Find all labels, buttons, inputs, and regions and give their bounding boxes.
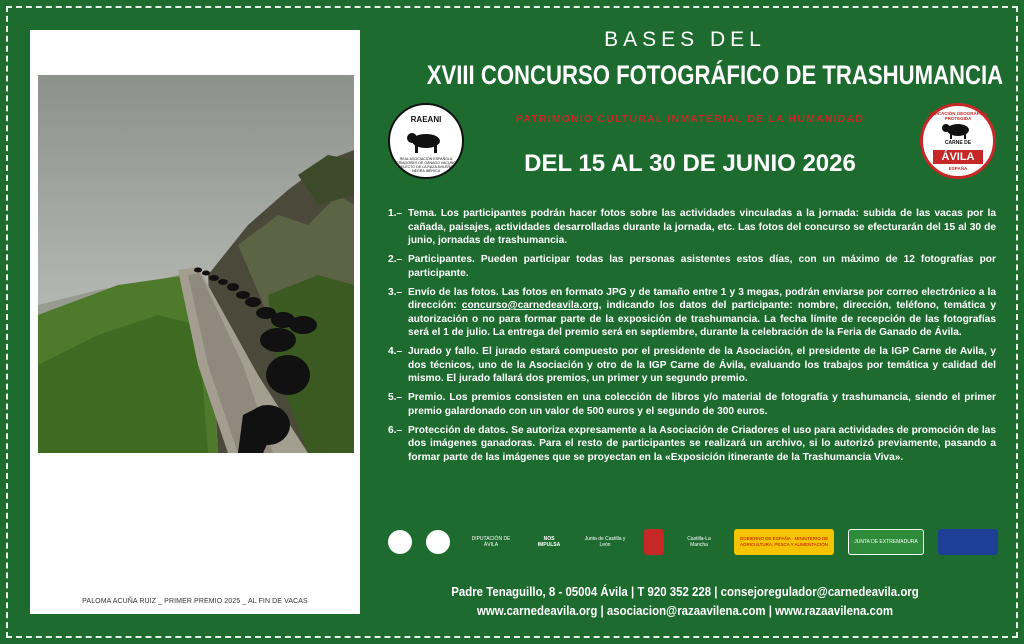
jcyl-logo: Junta de Castilla y León: [584, 536, 626, 548]
rule-item: [388, 253, 996, 280]
madrid-logo: [644, 529, 664, 555]
contest-photo: [38, 75, 354, 453]
contact-line-2: www.carnedeavila.org | asociacion@razaavilena.com | www.razaavilena.com: [476, 603, 894, 618]
contact-line-1: Padre Tenaguillo, 8 - 05004 Ávila | T 920 352 228 | consejoregulador@carnedeavila.org: [451, 584, 919, 599]
rule-item: [388, 207, 996, 248]
rule-item: [388, 286, 996, 340]
igp-avila-label: ÁVILA: [933, 150, 983, 164]
rule-text: Jurado y fallo. El jurado estará compuesto por el presidente de la Asociación, el presidente de la IGP Carne de Avila, y dos técnicos, uno de la Asociación y otro de la IGP Carne de Ávila, evaluando los trabajos por temática y calidad del mismo. El jurado fallará dos premios, un primer y un segundo premio.: [408, 346, 996, 384]
rule-number: 4.–: [388, 346, 403, 357]
rule-number: 6.–: [388, 424, 403, 436]
rule-number: 3.–: [388, 286, 403, 298]
rule-item: [388, 345, 996, 386]
diputacion-logo: DIPUTACIÓN DE ÁVILA: [471, 536, 511, 548]
page-title: XVIII CONCURSO FOTOGRÁFICO DE TRASHUMANCIA: [426, 60, 1004, 90]
rule-text: [408, 286, 996, 340]
photo-caption: PALOMA ACUÑA RUIZ _ PRIMER PREMIO 2025 _ AL FIN DE VACAS: [82, 598, 308, 605]
rule-text: Premio. Los premios consisten en una colección de libros y/o material de fotografía y trashumancia, siendo el primer premio galardonado con un valor de 500 euros y el segundo de 300 euros.: [408, 392, 996, 417]
bases-heading: BASES DEL: [604, 28, 766, 51]
rule-item: [388, 391, 996, 418]
clm-logo: Castilla-La Mancha: [687, 536, 711, 548]
contest-dates: DEL 15 AL 30 DE JUNIO 2026: [524, 150, 856, 177]
seal-icon: [388, 530, 412, 554]
raeani-name: RAEANI: [410, 115, 442, 124]
igp-label: INDICACIÓN GEOGRÁFICA PROTEGIDA: [928, 111, 988, 121]
subtitle: PATRIMONIO CULTURAL INMATERIAL DE LA HUMANIDAD: [515, 113, 865, 125]
rule-number: 5.–: [388, 392, 403, 403]
raeani-logo: [388, 103, 464, 179]
rule-item: [388, 424, 996, 465]
extremadura-logo: JUNTA DE EXTREMADURA: [848, 529, 924, 555]
bull-icon: [426, 530, 450, 554]
igp-country-label: ESPAÑA: [948, 166, 968, 171]
raeani-caption: REAL ASOCIACIÓN ESPAÑOLA CRIADORES DE GANADO VACUNO SELECTO DE LA RAZA AVILEÑA-NEGRA IBÉRICA: [395, 157, 457, 173]
rule-number: 2.–: [388, 254, 403, 265]
sponsor-logos-row: [388, 525, 998, 559]
igp-carne-label: CARNE DE: [944, 140, 972, 146]
cattle-path-image: [38, 75, 354, 453]
rule-text: Participantes. Pueden participar todas las personas asistentes estos días, con un máximo de 12 fotografías por participante.: [408, 254, 996, 279]
contest-email-link[interactable]: concurso@carnedeavila.org: [461, 300, 599, 311]
rule-text-b: , indicando los datos del participante: nombre, dirección, teléfono, temática y autorización o no para formar parte de la exposición de trashumancia. La fecha límite de recepción de las fotografías será el 1 de julio. La entrega del premio será en septiembre, durante la celebración de la Feria de Ganado de Ávila.: [408, 300, 997, 338]
igp-carne-avila-logo: [920, 103, 996, 179]
eu-logo: [938, 529, 998, 555]
rule-text-a: Envío de las fotos. Las fotos en formato JPG y de tamaño entre 1 y 3 megas, podrán enviarse por correo electrónico a la dirección:: [408, 286, 996, 311]
gobierno-logo: GOBIERNO DE ESPAÑA · MINISTERIO DE AGRICULTURA, PESCA Y ALIMENTACIÓN: [734, 529, 834, 555]
nos-impulsa-logo: NOS IMPULSA: [537, 536, 561, 548]
rules-list: [388, 207, 996, 470]
photo-card: [30, 30, 360, 614]
rule-text: Protección de datos. Se autoriza expresamente a la Asociación de Criadores el uso para actividades de promoción de las dos imágenes ganadoras. Para el resto de participantes se realizará un archivo, si lo autorizó previamente, pasando a formar parte de las imágenes que se proyectan en la «Exposición itinerante de la Trashumancia Viva».: [408, 424, 996, 463]
rule-number: 1.–: [388, 208, 403, 219]
rule-text: Tema. Los participantes podrán hacer fotos sobre las actividades vinculadas a la jornada: subida de las vacas por la cañada, paisajes, actividades desarrolladas durante la jornada, etc. Las fotos del concurso se efecturarán del 15 al 30 de junio, jornadas de trashumancia.: [408, 208, 996, 246]
